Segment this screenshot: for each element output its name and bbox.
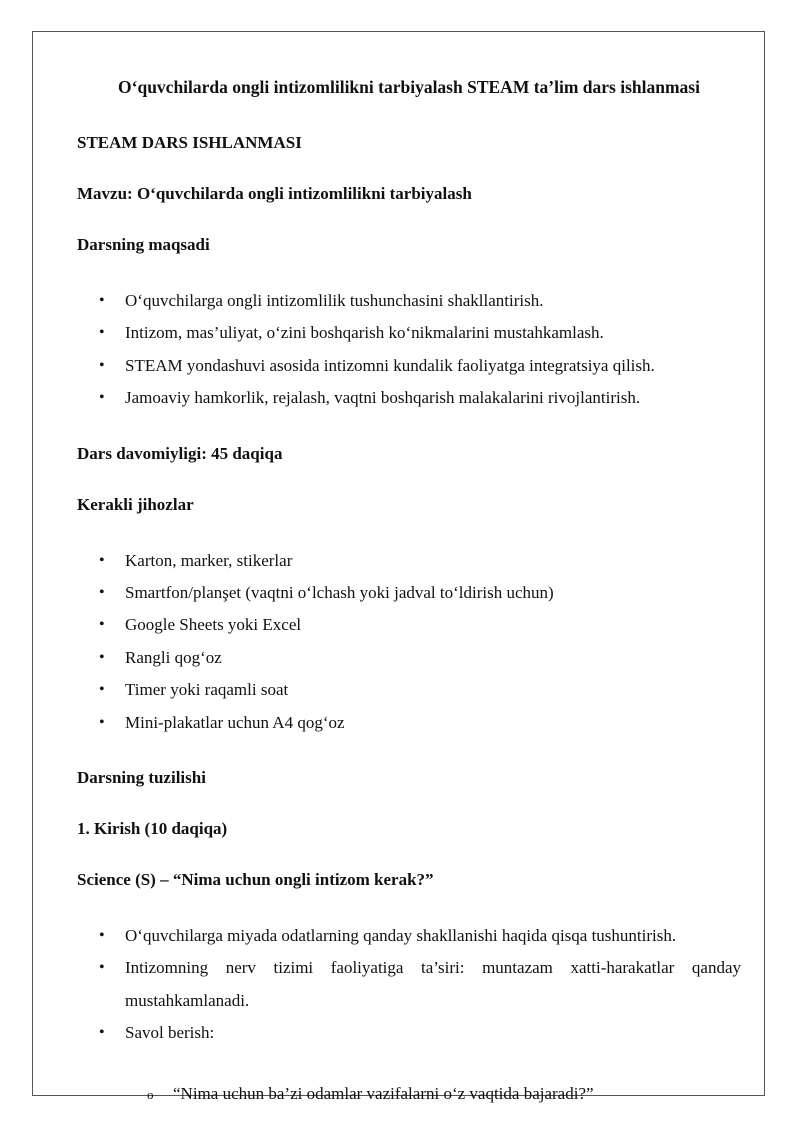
- doc-heading: STEAM DARS ISHLANMASI: [77, 133, 302, 152]
- sub-list-item: o “Nima uchun ba’zi odamlar vazifalarni o‘z vaqtida bajaradi?”: [125, 1078, 741, 1110]
- science-list: [77, 920, 741, 1050]
- intro-heading: 1. Kirish (10 daqiqa): [77, 819, 228, 839]
- equipment-list: [77, 545, 741, 739]
- list-item: • Intizomning nerv tizimi faoliyatiga ta’siri: muntazam xatti-harakatlar qanday mustahkamlanadi.: [77, 952, 741, 1017]
- list-item: • Mini-plakatlar uchun A4 qog‘oz: [77, 707, 741, 739]
- goals-heading: Darsning maqsadi: [77, 235, 210, 254]
- document-page: [32, 31, 765, 1103]
- list-item: • Savol berish:: [77, 1017, 741, 1049]
- document-content: [77, 76, 741, 1110]
- document-title: O‘quvchilarda ongli intizomlilikni tarbiyalash STEAM ta’lim dars ishlanmasi: [118, 77, 700, 97]
- list-item: • Smartfon/planşet (vaqtni o‘lchash yoki jadval to‘ldirish uchun): [77, 577, 741, 609]
- goals-list: [77, 285, 741, 415]
- science-heading: Science (S) – “Nima uchun ongli intizom kerak?”: [77, 870, 434, 890]
- question-sublist: [77, 1078, 741, 1110]
- list-item: • Intizom, mas’uliyat, o‘zini boshqarish ko‘nikmalarini mustahkamlash.: [77, 317, 741, 349]
- structure-heading: Darsning tuzilishi: [77, 768, 206, 788]
- list-item: • Rangli qog‘oz: [77, 642, 741, 674]
- list-item: • Jamoaviy hamkorlik, rejalash, vaqtni boshqarish malakalarini rivojlantirish.: [77, 382, 741, 414]
- equipment-heading: Kerakli jihozlar: [77, 494, 194, 514]
- duration-heading: Dars davomiyligi: 45 daqiqa: [77, 443, 283, 463]
- list-item: • O‘quvchilarga ongli intizomlilik tushunchasini shakllantirish.: [77, 285, 741, 317]
- list-item: • STEAM yondashuvi asosida intizomni kundalik faoliyatga integratsiya qilish.: [77, 350, 741, 382]
- list-item: • Karton, marker, stikerlar: [77, 545, 741, 577]
- topic-heading: Mavzu: O‘quvchilarda ongli intizomlilikni tarbiyalash: [77, 184, 472, 203]
- list-item: • Timer yoki raqamli soat: [77, 674, 741, 706]
- list-item: • O‘quvchilarga miyada odatlarning qanday shakllanishi haqida qisqa tushuntirish.: [77, 920, 741, 952]
- list-item: • Google Sheets yoki Excel: [77, 609, 741, 641]
